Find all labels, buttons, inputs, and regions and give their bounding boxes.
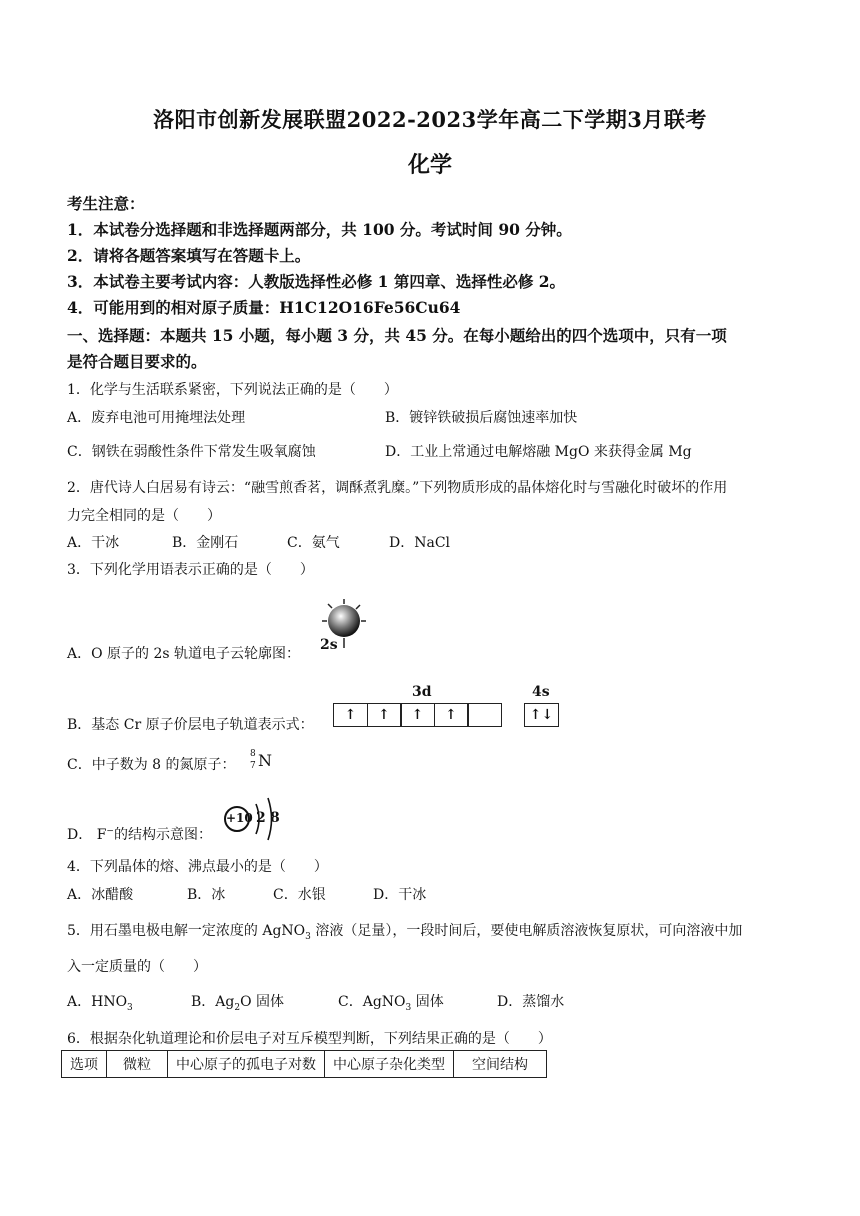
q5-c-sub: 3 <box>405 1002 412 1013</box>
q5-c-text: C．AgNO <box>338 994 406 1010</box>
notice-item: 4．可能用到的相对原子质量：H1C12O16Fe56Cu64 <box>67 298 461 317</box>
question-2-stem-cont: 力完全相同的是（ ） <box>67 508 221 524</box>
notice-item: 2．请将各题答案填写在答题卡上。 <box>67 246 311 265</box>
q1-option-a: A．废弃电池可用掩埋法处理 <box>67 410 246 426</box>
table-header-cell: 微粒 <box>107 1051 168 1078</box>
section-heading-cont: 是符合题目要求的。 <box>67 352 207 371</box>
orbital-box: ↑ <box>434 703 469 727</box>
q2-option-b: B．金刚石 <box>172 535 239 551</box>
ion-nucleus-charge: +10 <box>226 811 253 825</box>
q5-stem-text: 5．用石墨电极电解一定浓度的 AgNO <box>67 923 306 939</box>
ion-shell-1-count: 2 <box>256 810 266 826</box>
q3-d-suffix: 的结构示意图： <box>113 827 212 843</box>
sphere-icon <box>308 596 368 656</box>
q3-option-d <box>67 824 212 844</box>
question-4-stem: 4．下列晶体的熔、沸点最小的是（ ） <box>67 859 328 875</box>
orbital-box: ↑ <box>400 703 435 727</box>
question-1-stem: 1．化学与生活联系紧密，下列说法正确的是（ ） <box>67 382 398 398</box>
q3-option-a: A．O 原子的 2s 轨道电子云轮廓图： <box>67 646 301 662</box>
table-header-cell: 选项 <box>62 1051 107 1078</box>
q5-option-b <box>191 991 284 1013</box>
question-2-stem: 2．唐代诗人白居易有诗云：“融雪煎香茗，调酥煮乳糜。”下列物质形成的晶体熔化时与雪融化时破坏的作用 <box>67 480 728 496</box>
q4-option-d: D．干冰 <box>373 887 427 903</box>
orbital-4s-box <box>524 703 559 727</box>
table-header-cell: 中心原子杂化类型 <box>325 1051 454 1078</box>
question-6-stem: 6．根据杂化轨道理论和价层电子对互斥模型判断，下列结果正确的是（ ） <box>67 1031 552 1047</box>
orbital-box: ↑ <box>367 703 402 727</box>
q5-b-text-cont: O 固体 <box>240 994 285 1010</box>
q5-option-a <box>67 991 133 1013</box>
q5-a-text: A．HNO <box>67 994 128 1010</box>
q5-stem-text-cont: 溶液（足量），一段时间后，要使电解质溶液恢复原状，可向溶液中加 <box>310 923 743 939</box>
q5-b-sub: 2 <box>234 1002 241 1013</box>
table-header-cell: 空间结构 <box>454 1051 547 1078</box>
orbital-box <box>467 703 502 727</box>
q1-option-b: B．镀锌铁破损后腐蚀速率加快 <box>385 410 578 426</box>
question-3-stem: 3．下列化学用语表示正确的是（ ） <box>67 562 314 578</box>
q5-a-sub: 3 <box>127 1002 133 1013</box>
q4-option-c: C．水银 <box>273 887 326 903</box>
q5-option-c <box>338 991 444 1013</box>
q5-b-text: B．Ag <box>191 994 235 1010</box>
q1-option-c: C．钢铁在弱酸性条件下常发生吸氧腐蚀 <box>67 444 316 460</box>
table-header-row <box>62 1051 547 1078</box>
q3-option-c: C．中子数为 8 的氮原子： <box>67 757 236 773</box>
nuclide-atomic-number: 7 <box>250 761 256 771</box>
q3-d-letter: D． <box>67 827 93 843</box>
orbital-3d-label: 3d <box>412 684 432 700</box>
question-5-stem-cont: 入一定质量的（ ） <box>67 959 207 975</box>
orbital-box: ↑ <box>333 703 368 727</box>
q1-option-d: D．工业上常通过电解熔融 MgO 来获得金属 Mg <box>385 444 692 460</box>
q2-option-d: D．NaCl <box>389 535 451 551</box>
notice-heading: 考生注意： <box>67 194 145 213</box>
nuclide-symbol: N <box>258 751 272 770</box>
q3-option-b: B．基态 Cr 原子价层电子轨道表示式： <box>67 717 314 733</box>
q6-table <box>61 1050 547 1078</box>
q4-option-a: A．冰醋酸 <box>67 887 134 903</box>
orbital-box: ↑↓ <box>524 703 559 727</box>
notice-item: 1．本试卷分选择题和非选择题两部分，共 100 分。考试时间 90 分钟。 <box>67 220 572 239</box>
q2-option-a: A．干冰 <box>67 535 120 551</box>
orbital-3d-boxes <box>333 703 502 727</box>
s-orbital-figure <box>308 596 368 656</box>
s-orbital-label: 2s <box>320 637 338 653</box>
nuclide-mass-number: 8 <box>250 749 256 759</box>
ion-shell-2-count: 8 <box>270 810 280 826</box>
q5-c-text-cont: 固体 <box>411 994 444 1010</box>
q5-stem-sub: 3 <box>305 931 311 942</box>
table-header-cell: 中心原子的孤电子对数 <box>168 1051 325 1078</box>
q3-d-ion: F <box>96 827 107 843</box>
q3-d-charge: − <box>106 826 114 837</box>
orbital-4s-label: 4s <box>532 684 550 700</box>
q2-option-c: C．氨气 <box>287 535 340 551</box>
exam-title: 洛阳市创新发展联盟2022-2023学年高二下学期3月联考 <box>153 107 707 132</box>
section-heading: 一、选择题：本题共 15 小题，每小题 3 分，共 45 分。在每小题给出的四个选项中，只有一项 <box>67 326 727 345</box>
q5-option-d: D．蒸馏水 <box>497 994 565 1010</box>
q4-option-b: B．冰 <box>187 887 226 903</box>
question-5-stem <box>67 920 742 942</box>
notice-item: 3．本试卷主要考试内容：人教版选择性必修 1 第四章、选择性必修 2。 <box>67 272 566 291</box>
exam-subject: 化学 <box>407 152 452 178</box>
